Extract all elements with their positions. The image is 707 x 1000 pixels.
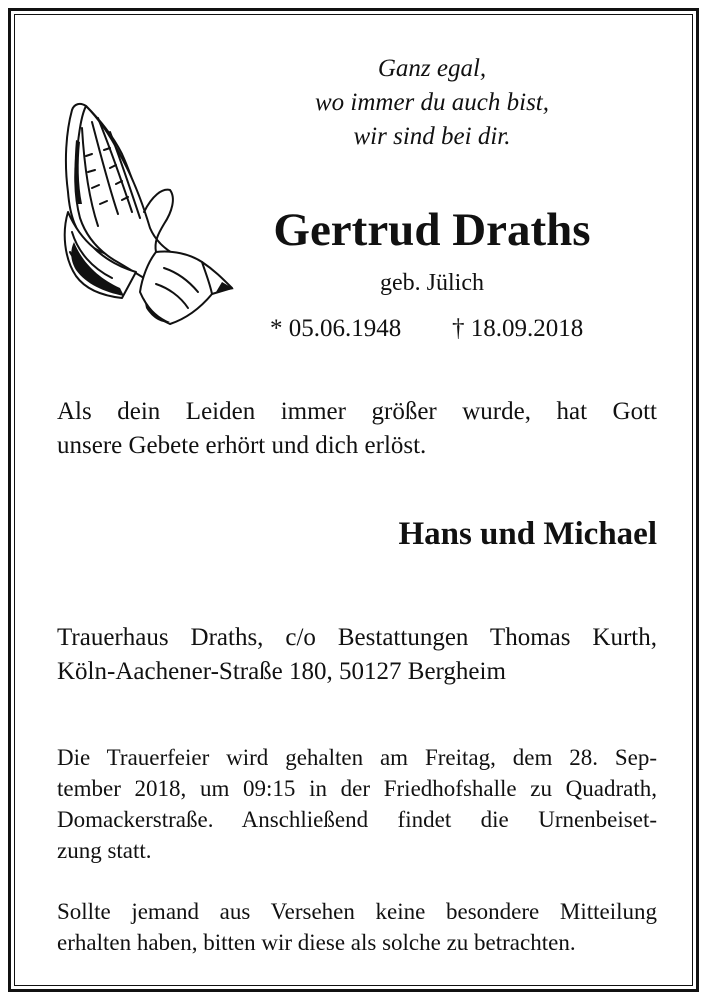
message-line-1: Als dein Leiden immer größer wurde, hat Gott [57, 398, 657, 425]
funeral-line-2: tember 2018, um 09:15 in der Friedhofshalle zu Quadrath, [57, 776, 657, 801]
deceased-name: Gertrud Draths [273, 204, 591, 256]
notice-line-1: Sollte jemand aus Versehen keine besondere Mitteilung [57, 899, 657, 924]
birth-date: * 05.06.1948 [270, 315, 402, 342]
message-line-2: unsere Gebete erhört und dich erlöst. [57, 432, 427, 459]
signature: Hans und Michael [398, 516, 657, 552]
funeral-line-3: Domackerstraße. Anschließend findet die Urnenbeiset- [57, 807, 657, 832]
maiden-name: geb. Jülich [380, 270, 484, 296]
verse-line-2: wo immer du auch bist, [314, 89, 550, 116]
notice-line-2: erhalten haben, bitten wir diese als solche zu betrachten. [57, 930, 576, 955]
verse [262, 52, 602, 154]
death-date: † 18.09.2018 [452, 315, 584, 342]
address-line-2: Köln-Aachener-Straße 180, 50127 Bergheim [57, 658, 506, 685]
address-block [57, 621, 657, 689]
funeral-paragraph [57, 742, 657, 866]
funeral-line-1: Die Trauerfeier wird gehalten am Freitag, dem 28. Sep- [57, 745, 657, 770]
praying-hands-icon [52, 92, 237, 327]
funeral-line-4: zung statt. [57, 838, 152, 863]
verse-line-1: Ganz egal, [377, 55, 487, 82]
message-paragraph [57, 395, 657, 463]
notice-paragraph [57, 896, 657, 958]
verse-line-3: wir sind bei dir. [353, 123, 511, 150]
address-line-1: Trauerhaus Draths, c/o Bestattungen Thomas Kurth, [57, 624, 657, 651]
